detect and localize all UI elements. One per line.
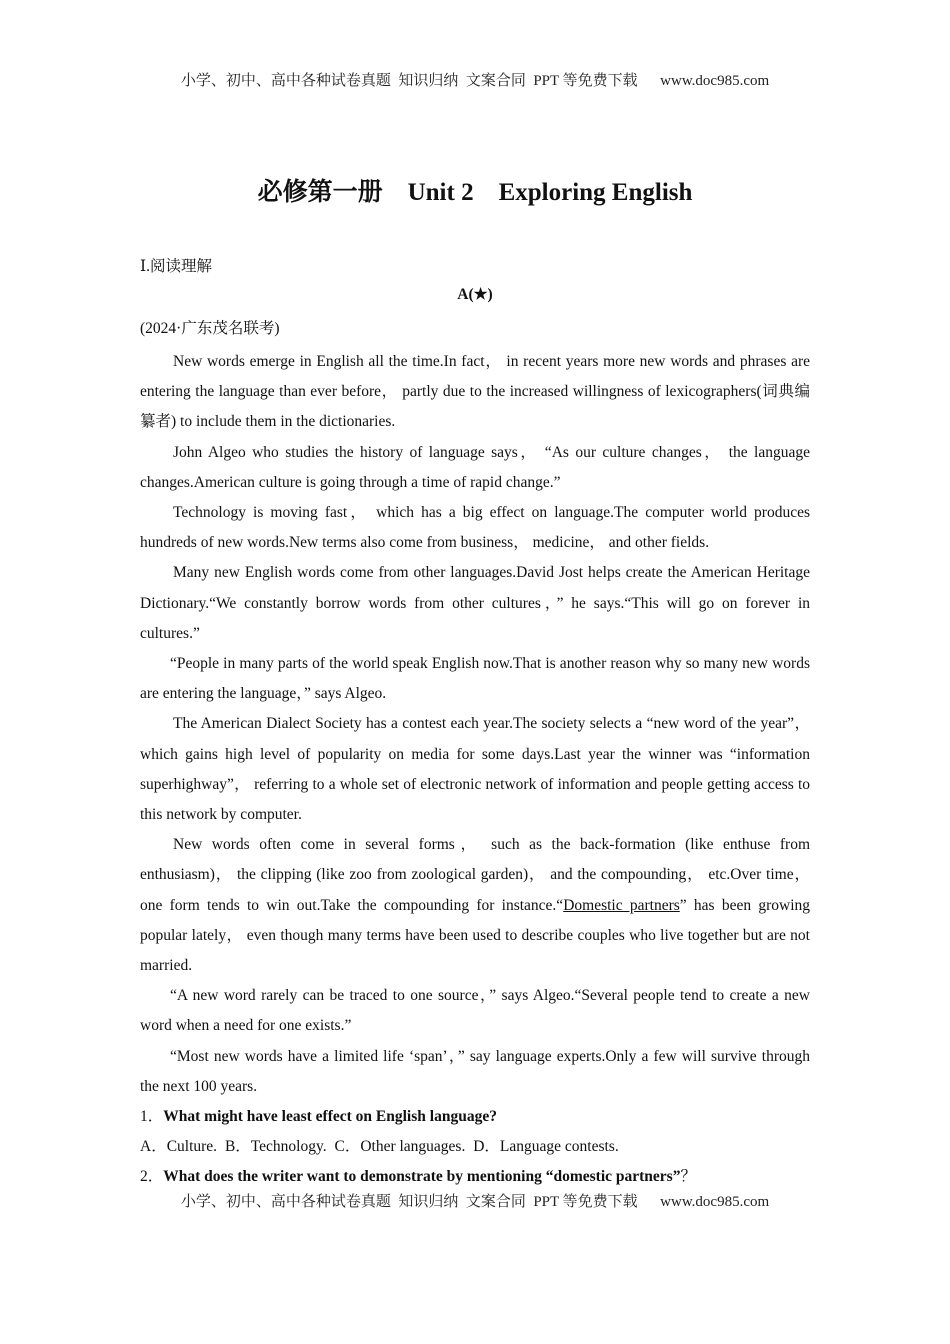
passage-paragraph-3: Technology is moving fast， which has a big effect on language.The computer world produces hundreds of new words.New terms also come from business， medicine， and other fields. [140,504,810,552]
underlined-term-domestic-partners: Domestic partners [563,896,680,914]
passage-paragraph-1: New words emerge in English all the time.In fact， in recent years more new words and phrases are entering the language than ever before， partly due to the increased willingness of lexicographers(词典编纂者) to include them in the dictionaries. [140,353,810,431]
page-header-banner: 小学、初中、高中各种试卷真题 知识归纳 文案合同 PPT 等免费下载 www.doc985.com [180,73,770,89]
question-text: What might have least effect on English language? [163,1108,497,1126]
question-number: 1． [140,1108,164,1126]
passage-paragraph-4: Many new English words come from other languages.David Jost helps create the American Heritage Dictionary.“We constantly borrow words from other cultures，” he says.“This will go on forever in cultures.” [140,564,810,642]
question-text: What does the writer want to demonstrate by mentioning “domestic partners” [163,1168,681,1186]
page-footer-banner: 小学、初中、高中各种试卷真题 知识归纳 文案合同 PPT 等免费下载 www.doc985.com [180,1194,770,1210]
option-c[interactable]: C．Other languages. [334,1138,466,1156]
question-mark: ？ [680,1168,696,1186]
section-heading: Ⅰ.阅读理解 [140,258,212,275]
question-1 [140,1102,810,1132]
question-number: 2． [140,1168,164,1186]
reading-passage [140,347,810,1102]
question-list [140,1102,810,1193]
passage-paragraph-8: “A new word rarely can be traced to one source，” says Algeo.“Several people tend to create a new word when a need for one exists.” [140,987,810,1035]
passage-paragraph-2: John Algeo who studies the history of language says， “As our culture changes， the language changes.American culture is going through a time of rapid change.” [140,443,810,491]
passage-paragraph-9: “Most new words have a limited life ‘span’，” say language experts.Only a few will survive through the next 100 years. [140,1047,810,1095]
option-b[interactable]: B．Technology. [224,1138,327,1156]
document-body [140,255,810,1193]
passage-paragraph-5: “People in many parts of the world speak English now.That is another reason why so many new words are entering the language，” says Algeo. [140,655,810,703]
exam-source: (2024·广东茂名联考) [140,320,280,337]
passage-paragraph-7 [140,830,810,981]
paragraph-7-after: ” has been growing popular lately， even though many terms have been used to describe couples who live together but are not married. [140,896,811,975]
option-a[interactable]: A．Culture. [140,1138,218,1156]
question-1-options [140,1132,810,1162]
passage-paragraph-6: The American Dialect Society has a contest each year.The society selects a “new word of the year”， which gains high level of popularity on media for some days.Last year the winner was “information superhighway”， referring to a whole set of electronic network of information and people getting access to this network by computer. [140,715,810,824]
option-d[interactable]: D．Language contests. [473,1138,619,1156]
question-2 [140,1162,810,1192]
document-title: 必修第一册 Unit 2 Exploring English [257,179,693,206]
passage-label: A(★) [457,286,493,303]
paragraph-7-before: New words often come in several forms， such as the back-formation (like enthuse from enthusiasm)， the clipping (like zoo from zoological garden)， and the compounding， etc.Over time， one form tends to win out.Take the compounding for instance.“ [140,836,810,914]
